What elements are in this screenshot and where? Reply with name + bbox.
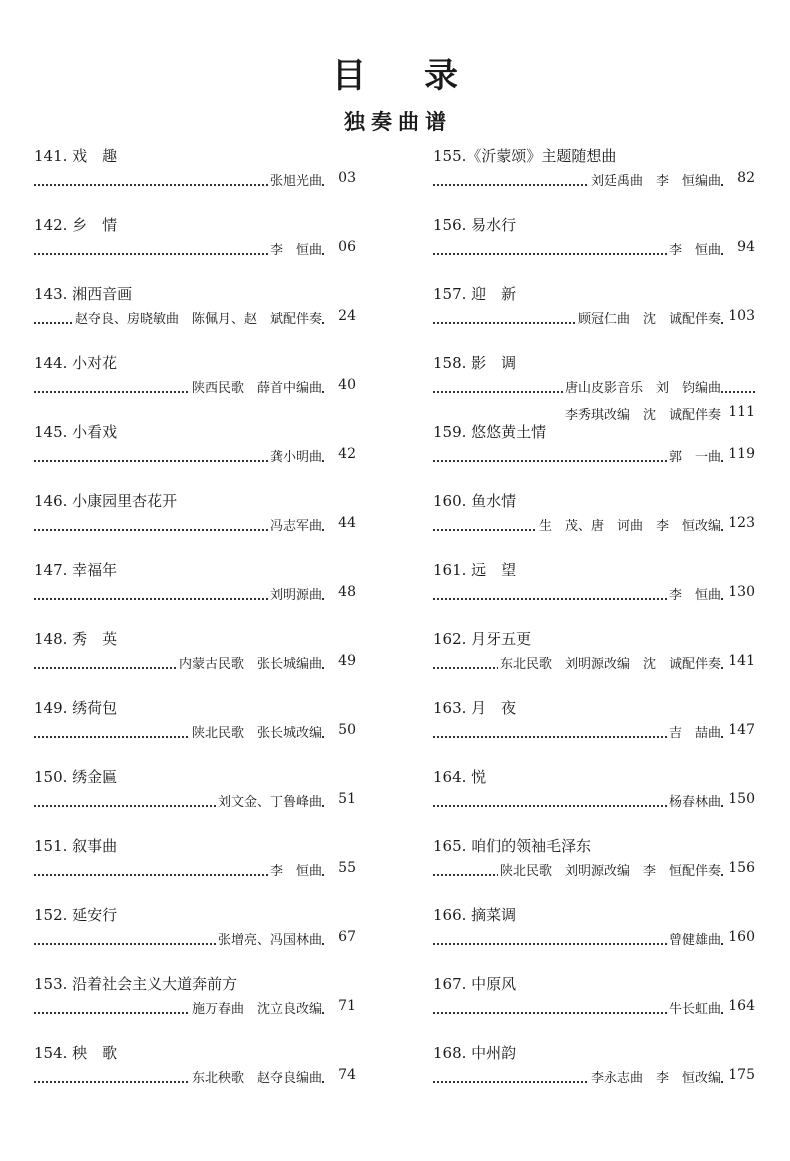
entry-page-number: 82 [725,170,755,186]
entry-title: 159. 悠悠黄土情 [433,423,547,441]
toc-entry[interactable] [34,697,356,766]
entry-credit: 李 恒曲 [268,860,322,879]
entry-leader-line [433,446,755,468]
entry-credit: 郭 一曲 [667,446,721,465]
toc-entry[interactable] [433,973,755,1042]
entry-page-number: 160 [725,929,755,945]
entry-page-number: 40 [326,377,356,393]
entry-title: 151. 叙事曲 [34,837,118,855]
entry-leader-line [34,791,356,813]
toc-entry[interactable] [34,766,356,835]
entry-page-number: 49 [326,653,356,669]
entry-credit: 杨春林曲 [667,791,721,810]
toc-entry[interactable] [433,283,755,352]
entry-leader-line [433,929,755,951]
entry-title: 161. 远 望 [433,561,517,579]
entry-credit: 李 恒曲 [667,584,721,603]
entry-leader-line [433,791,755,813]
toc-entry[interactable] [433,559,755,628]
entry-title: 167. 中原风 [433,975,517,993]
entry-page-number: 119 [725,446,755,462]
entry-credit: 陕北民歌 刘明源改编 李 恒配伴奏 [498,860,721,879]
entry-credit: 赵夺良、房晓敏曲 陈佩月、赵 斌配伴奏 [73,308,322,327]
entry-title: 147. 幸福年 [34,561,118,579]
entry-leader-line [34,515,356,537]
entry-credit: 顾冠仁曲 沈 诚配伴奏 [576,308,721,327]
entry-page-number: 50 [326,722,356,738]
entry-credit: 唐山皮影音乐 刘 钧编曲 [563,377,721,396]
entry-leader-line [34,584,356,606]
toc-entry[interactable] [433,628,755,697]
entry-title: 164. 悦 [433,768,487,786]
entry-leader-line [433,170,755,192]
entry-page-number: 55 [326,860,356,876]
entry-credit: 东北民歌 刘明源改编 沈 诚配伴奏 [498,653,721,672]
entry-title: 143. 湘西音画 [34,285,133,303]
entry-title: 150. 绣金匾 [34,768,118,786]
entry-leader-line [433,584,755,606]
toc-entry[interactable] [34,835,356,904]
entry-page-number: 42 [326,446,356,462]
entry-page-number: 74 [326,1067,356,1083]
entry-leader-line [433,515,755,537]
entry-leader-line [433,377,755,399]
entry-page-number: 103 [725,308,755,324]
entry-leader-line [433,998,755,1020]
toc-entry[interactable] [433,1042,755,1111]
entry-credit: 东北秧歌 赵夺良编曲 [190,1067,322,1086]
entry-leader-line [433,308,755,330]
entry-page-number: 51 [326,791,356,807]
entry-title: 166. 摘菜调 [433,906,517,924]
entry-page-number: 150 [725,791,755,807]
entry-credit: 刘廷禹曲 李 恒编曲 [589,170,721,189]
entry-title: 153. 沿着社会主义大道奔前方 [34,975,238,993]
entry-credit: 龚小明曲 [268,446,322,465]
entry-title: 144. 小对花 [34,354,118,372]
entry-credit: 李 恒曲 [268,239,322,258]
toc-entry[interactable] [34,214,356,283]
entry-page-number: 48 [326,584,356,600]
entry-credit: 曾健雄曲 [667,929,721,948]
entry-page-number: 94 [725,239,755,255]
entry-title: 155.《沂蒙颂》主题随想曲 [433,147,617,165]
entry-title: 160. 鱼水情 [433,492,517,510]
entry-page-number: 175 [725,1067,755,1083]
entry-page-number: 130 [725,584,755,600]
entry-leader-line [34,998,356,1020]
entry-leader-line [34,1067,356,1089]
entry-leader-line [34,446,356,468]
entry-title: 154. 秧 歌 [34,1044,118,1062]
entry-page-number: 111 [725,404,755,420]
toc-entry[interactable] [433,145,755,214]
entry-leader-line [34,860,356,882]
entry-leader-line [433,722,755,744]
entry-credit-continued: 李秀琪改编 沈 诚配伴奏 [563,404,721,423]
entry-title: 162. 月牙五更 [433,630,532,648]
toc-entry[interactable] [433,490,755,559]
toc-entry[interactable] [433,904,755,973]
entry-page-number: 44 [326,515,356,531]
entry-page-number: 123 [725,515,755,531]
entry-leader-line [433,860,755,882]
entry-page-number: 147 [725,722,755,738]
entry-leader-line [34,239,356,261]
section-title: 独奏曲谱 [344,109,452,134]
entry-credit: 刘明源曲 [268,584,322,603]
toc-entry[interactable] [433,421,755,490]
entry-title: 149. 绣荷包 [34,699,118,717]
toc-entry[interactable] [34,421,356,490]
toc-entry[interactable] [433,835,755,904]
toc-entry[interactable] [34,904,356,973]
entry-credit: 陕北民歌 张长城改编 [190,722,322,741]
entry-leader-line [433,653,755,675]
entry-page-number: 03 [326,170,356,186]
entry-credit: 施万春曲 沈立良改编 [190,998,322,1017]
toc-entry[interactable] [34,145,356,214]
entry-page-number: 156 [725,860,755,876]
entry-leader-line [433,239,755,261]
entry-title: 152. 延安行 [34,906,118,924]
entry-page-number: 24 [326,308,356,324]
entry-credit: 牛长虹曲 [667,998,721,1017]
entry-title: 145. 小看戏 [34,423,118,441]
toc-entry[interactable] [34,628,356,697]
entry-page-number: 71 [326,998,356,1014]
entry-credit: 张增亮、冯国林曲 [216,929,322,948]
entry-leader-line [34,722,356,744]
toc-entry[interactable] [34,352,356,421]
toc-entry[interactable] [433,766,755,835]
entry-title: 158. 影 调 [433,354,517,372]
entry-credit: 张旭光曲 [268,170,322,189]
entry-credit: 陕西民歌 薛首中编曲 [190,377,322,396]
toc-entry[interactable] [34,283,356,352]
entry-title: 142. 乡 情 [34,216,118,234]
toc-entry[interactable] [34,973,356,1042]
entry-credit: 刘文金、丁鲁峰曲 [216,791,322,810]
toc-column-left [34,145,356,1111]
entry-page-number: 67 [326,929,356,945]
entry-credit: 内蒙古民歌 张长城编曲 [177,653,322,672]
entry-title: 156. 易水行 [433,216,517,234]
toc-entry[interactable] [433,697,755,766]
entry-leader-line [34,308,356,330]
entry-credit: 李永志曲 李 恒改编 [589,1067,721,1086]
entry-title: 146. 小康园里杏花开 [34,492,178,510]
toc-entry[interactable] [433,214,755,283]
page-title: 目录 [332,56,516,96]
entry-title: 165. 咱们的领袖毛泽东 [433,837,592,855]
toc-column-right [433,145,755,1111]
entry-page-number: 06 [326,239,356,255]
entry-leader-line [34,170,356,192]
toc-entry[interactable] [34,490,356,559]
entry-credit: 冯志军曲 [268,515,322,534]
toc-entry[interactable] [433,352,755,421]
toc-entry[interactable] [34,559,356,628]
entry-credit: 吉 喆曲 [667,722,721,741]
entry-title: 168. 中州韵 [433,1044,517,1062]
toc-entry[interactable] [34,1042,356,1111]
entry-leader-line [34,653,356,675]
entry-credit: 生 茂、唐 诃曲 李 恒改编 [537,515,721,534]
entry-leader-line [34,929,356,951]
entry-page-number: 141 [725,653,755,669]
entry-credit: 李 恒曲 [667,239,721,258]
entry-title: 163. 月 夜 [433,699,517,717]
entry-title: 157. 迎 新 [433,285,517,303]
entry-leader-line [34,377,356,399]
entry-title: 148. 秀 英 [34,630,118,648]
entry-leader-line [433,1067,755,1089]
entry-title: 141. 戏 趣 [34,147,118,165]
entry-page-number: 164 [725,998,755,1014]
